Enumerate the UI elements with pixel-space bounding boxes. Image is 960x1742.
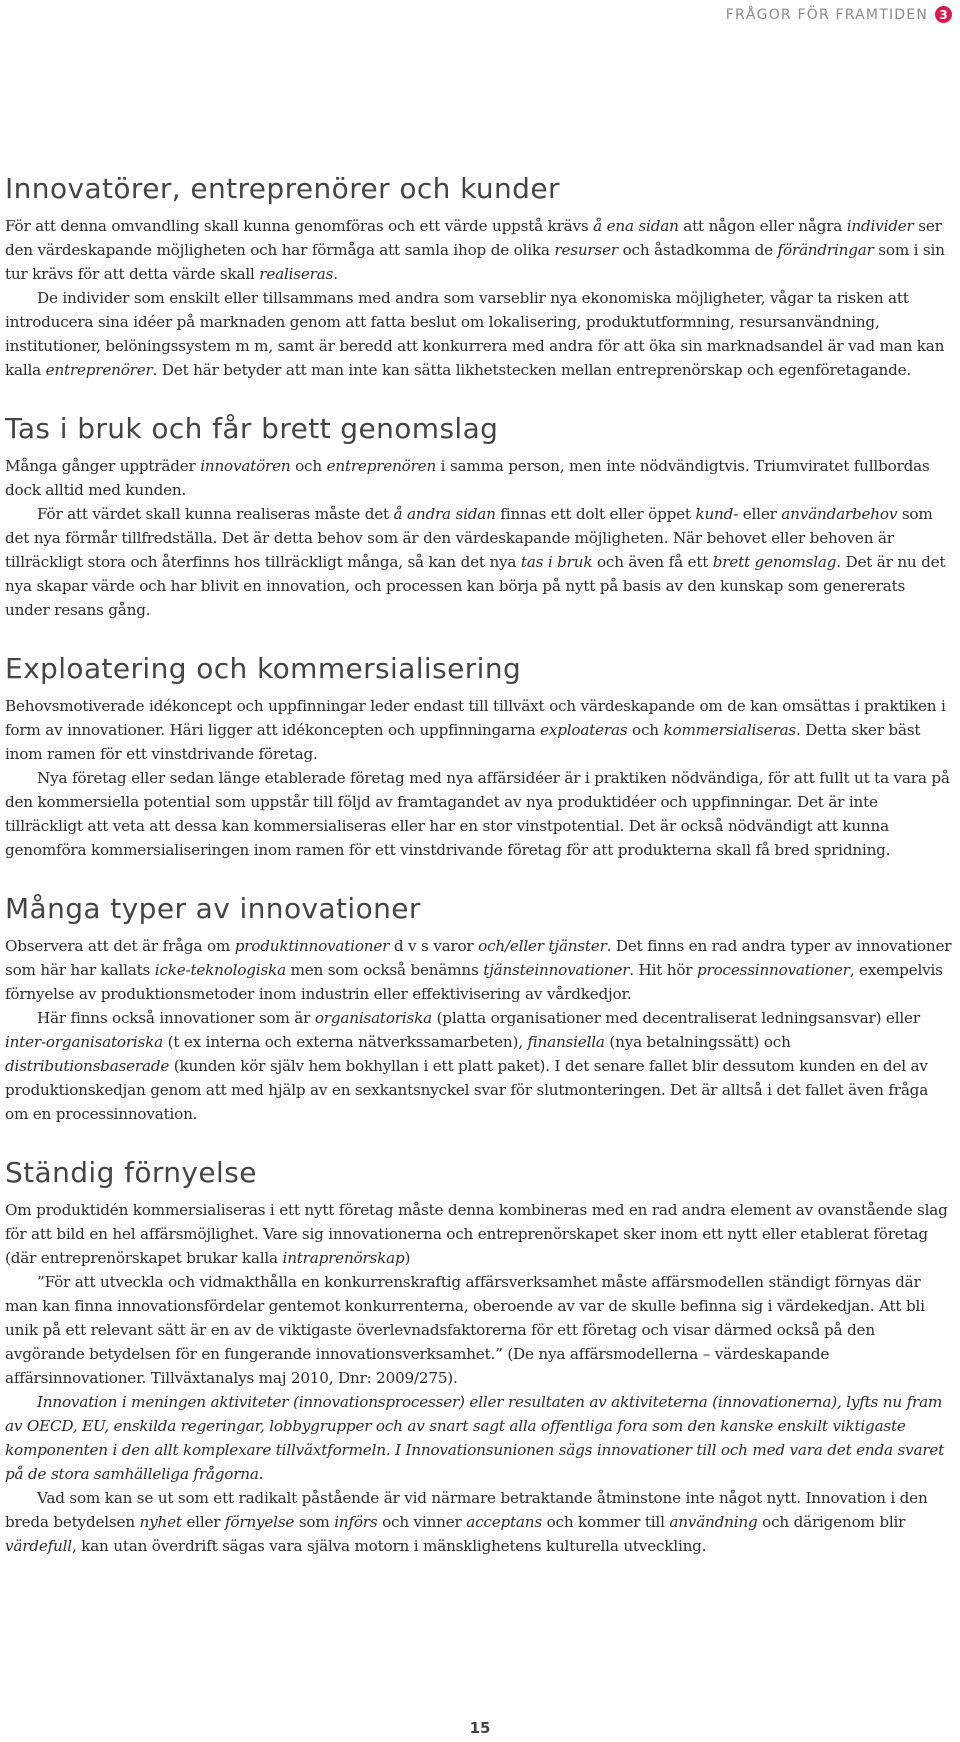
section-manga-typer	[5, 892, 954, 1126]
paragraph: Nya företag eller sedan länge etablerade företag med nya affärsidéer är i praktiken nödvändiga, för att fullt ut ta vara på den kommersiella potential som uppstår till följd av framtagandet av nya produktidéer och uppfinningar. Det är inte tillräckligt att veta att dessa kan kommersialiseras eller har en stor vinstpotential. Det är också nödvändigt att kunna genomföra kommersialiseringen inom ramen för ett vinstdrivande företag för att produkterna skall få bred spridning.	[5, 769, 950, 859]
paragraph: ”För att utveckla och vidmakthålla en konkurrenskraftig affärsverksamhet måste affärsmodellen ständigt förnyas där man kan finna innovationsfördelar gentemot konkurrenterna, oberoende av var de skulle befinna sig i värdekedjan. Att bli unik på ett relevant sätt är en av de viktigaste överlevnadsfaktorerna för ett företag och visar därmed också på den avgörande betydelsen för en fungerande innovationsverksamhet.” (De nya affärsmodellerna – värdeskapande affärsinnovationer. Tillväxtanalys maj 2010, Dnr: 2009/275).	[5, 1273, 925, 1387]
paragraph-italic-quote: Innovation i meningen aktiviteter (innovationsprocesser) eller resultaten av aktiviteterna (innovationerna), lyfts nu fram av OECD, EU, enskilda regeringar, lobbygrupper och av snart sagt alla offentliga fora som den kanske enskilt viktigaste komponenten i den allt komplexare tillväxtformeln. I Innovationsunionen sägs innovationer till och med vara det enda svaret på de stora samhälleliga frågorna.	[5, 1393, 945, 1483]
running-title: FRÅGOR FÖR FRAMTIDEN	[725, 6, 928, 23]
section-tas-i-bruk	[5, 412, 954, 622]
chapter-number-badge: 3	[935, 6, 952, 23]
paragraph: För att värdet skall kunna realiseras måste det å andra sidan finnas ett dolt eller öppet kund- eller användarbehov som det nya förmår tillfredställa. Det är detta behov som är den värdeskapande möjligheten. När behovet eller behoven är tillräckligt stora och återfinns hos tillräckligt många, så kan det nya tas i bruk och även få ett brett genomslag. Det är nu det nya skapar värde och har blivit en innovation, och processen kan börja på nytt på basis av den kunskap som genererats under resans gång.	[5, 505, 946, 619]
paragraph: Många gånger uppträder innovatören och entreprenören i samma person, men inte nödvändigtvis. Triumviratet fullbordas dock alltid med kunden.	[5, 457, 930, 499]
paragraph: För att denna omvandling skall kunna genomföras och ett värde uppstå krävs å ena sidan att någon eller några individer ser den värdeskapande möjligheten och har förmåga att samla ihop de olika resurser och åstadkomma de förändringar som i sin tur krävs för att detta värde skall realiseras.	[5, 217, 945, 283]
article-body	[5, 172, 954, 1558]
section-exploatering	[5, 652, 954, 862]
section-heading: Många typer av innovationer	[5, 892, 421, 925]
section-heading: Exploatering och kommersialisering	[5, 652, 522, 685]
paragraph: Vad som kan se ut som ett radikalt påstående är vid närmare betraktande åtminstone inte något nytt. Innovation i den breda betydelsen nyhet eller förnyelse som införs och vinner acceptans och kommer till användning och därigenom blir värdefull, kan utan överdrift sägas vara själva motorn i mänsklighetens kulturella utveckling.	[5, 1489, 928, 1555]
section-heading: Tas i bruk och får brett genomslag	[5, 412, 499, 445]
paragraph: De individer som enskilt eller tillsammans med andra som varseblir nya ekonomiska möjligheter, vågar ta risken att introducera sina idéer på marknaden genom att fatta beslut om lokalisering, produktutformning, resursanvändning, institutioner, belöningssystem m m, samt är beredd att konkurrera med andra för att öka sin marknadsandel är vad man kan kalla entreprenörer. Det här betyder att man inte kan sätta likhetstecken mellan entreprenörskap och egenföretagande.	[5, 289, 945, 379]
paragraph: Om produktidén kommersialiseras i ett nytt företag måste denna kombineras med en rad andra element av ovanstående slag för att bild en hel affärsmöjlighet. Vare sig innovationerna och entreprenörskapet sker inom ett nytt eller etablerat företag (där entreprenörskapet brukar kalla intraprenörskap)	[5, 1201, 948, 1267]
section-innovatorer	[5, 172, 954, 382]
section-standig-fornyelse	[5, 1156, 954, 1558]
paragraph: Här finns också innovationer som är organisatoriska (platta organisationer med decentraliserat ledningsansvar) eller inter-organisatoriska (t ex interna och externa nätverkssamarbeten), finansiella (nya betalningssätt) och distributionsbaserade (kunden kör själv hem bokhyllan i ett platt paket). I det senare fallet blir dessutom kunden en del av produktionskedjan genom att med hjälp av en sexkantsnyckel svar för slutmonteringen. Det är alltså i det fallet även fråga om en processinnovation.	[5, 1009, 929, 1123]
paragraph: Observera att det är fråga om produktinnovationer d v s varor och/eller tjänster. Det finns en rad andra typer av innovationer som här har kallats icke-teknologiska men som också benämns tjänsteinnovationer. Hit hör processinnovationer, exempelvis förnyelse av produktionsmetoder inom industrin eller effektivisering av vårdkedjor.	[5, 937, 952, 1003]
paragraph: Behovsmotiverade idékoncept och uppfinningar leder endast till tillväxt och värdeskapande om de kan omsättas i praktiken i form av innovationer. Häri ligger att idékoncepten och uppfinningarna exploateras och kommersialiseras. Detta sker bäst inom ramen för ett vinstdrivande företag.	[5, 697, 946, 763]
page-number: 15	[469, 1719, 491, 1737]
section-heading: Ständig förnyelse	[5, 1156, 257, 1189]
running-header	[726, 6, 952, 23]
section-heading: Innovatörer, entreprenörer och kunder	[5, 172, 560, 205]
